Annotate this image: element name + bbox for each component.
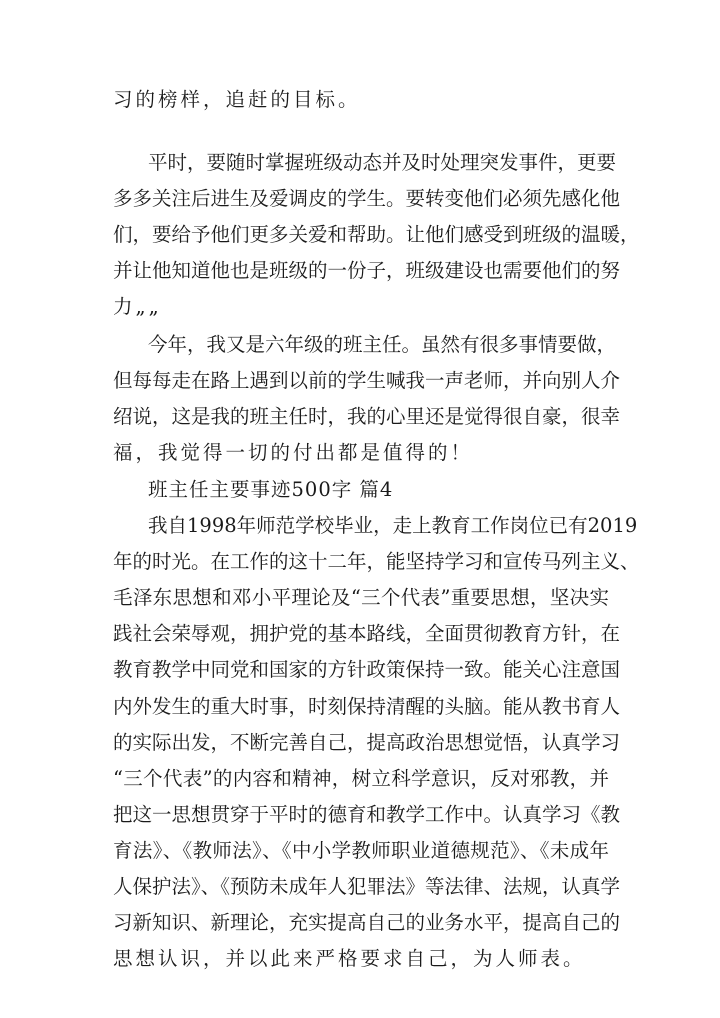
text-line: 践社会荣辱观，拥护党的基本路线，全面贯彻教育方针，在	[113, 622, 621, 645]
text-line: 的实际出发，不断完善自己，提高政治思想觉悟，认真学习	[113, 731, 621, 754]
text-line: 力„„	[113, 295, 162, 318]
paragraph-start-line: 平时，要随时掌握班级动态并及时处理突发事件，更要	[148, 151, 617, 174]
text-line: 习的榜样，追赶的目标。	[113, 88, 361, 111]
text-line: 多多关注后进生及爱调皮的学生。要转变他们必须先感化他	[113, 187, 621, 210]
text-line: “三个代表”的内容和精神，树立科学意识，反对邪教，并	[113, 767, 609, 790]
text-line: 人保护法》、《预防未成年人犯罪法》等法律、法规，认真学	[113, 875, 621, 898]
text-line: 福，我觉得一切的付出都是值得的！	[113, 441, 474, 464]
text-line: 内外发生的重大时事，时刻保持清醒的头脑。能从教书育人	[113, 695, 621, 718]
text-line: 把这一思想贯穿于平时的德育和教学工作中。认真学习《教	[113, 803, 621, 826]
paragraph-start-line: 我自1998年师范学校毕业，走上教育工作岗位已有2019	[148, 514, 638, 537]
text-line: 们，要给予他们更多关爱和帮助。让他们感受到班级的温暖，	[113, 223, 640, 246]
text-line: 毛泽东思想和邓小平理论及“三个代表”重要思想，坚决实	[113, 586, 609, 609]
text-line: 思想认识，并以此来严格要求自己，为人师表。	[113, 947, 586, 970]
text-line: 年的时光。在工作的这十二年，能坚持学习和宣传马列主义、	[113, 550, 640, 573]
text-line: 绍说，这是我的班主任时，我的心里还是觉得很自豪，很幸	[113, 405, 621, 428]
section-heading: 班主任主要事迹500字 篇4	[148, 478, 394, 501]
text-line: 育法》、《教师法》、《中小学教师职业道德规范》、《未成年	[113, 839, 609, 862]
text-line: 教育教学中同党和国家的方针政策保持一致。能关心注意国	[113, 658, 621, 681]
paragraph-start-line: 今年，我又是六年级的班主任。虽然有很多事情要做，	[148, 333, 617, 356]
text-line: 并让他知道他也是班级的一份子，班级建设也需要他们的努	[113, 259, 621, 282]
text-line: 习新知识、新理论，充实提高自己的业务水平，提高自己的	[113, 911, 621, 934]
text-line: 但每每走在路上遇到以前的学生喊我一声老师，并向别人介	[113, 369, 621, 392]
